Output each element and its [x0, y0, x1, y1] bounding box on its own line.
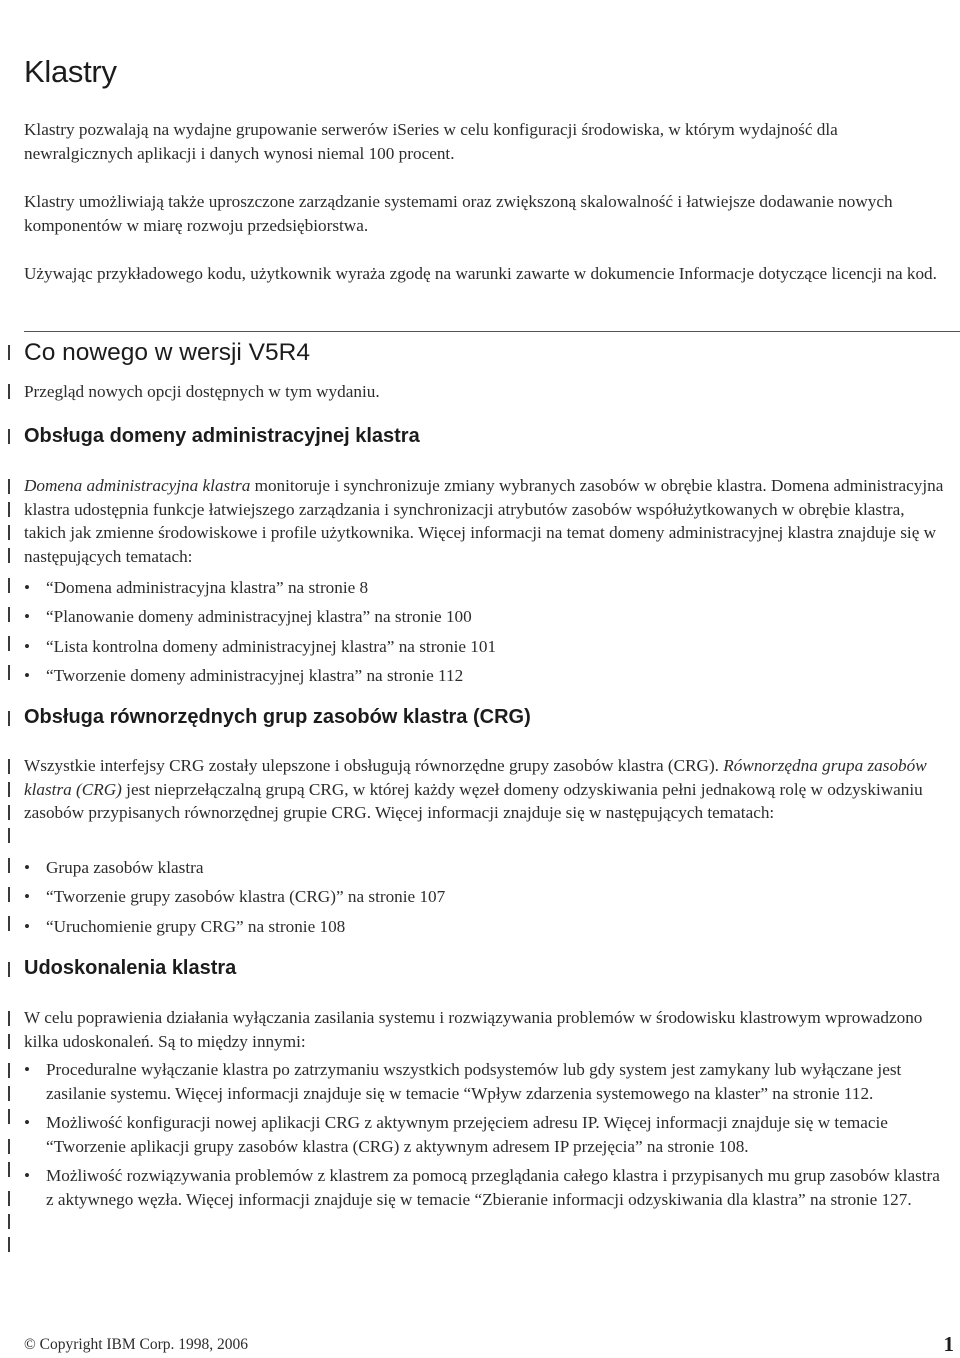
list-item[interactable]: [24, 882, 950, 911]
change-bar: [8, 1214, 10, 1229]
list-item[interactable]: [24, 853, 950, 882]
crg-term: Równorzędna grupa zasobów klastra (CRG): [24, 756, 927, 799]
list-item-text: Grupa zasobów klastra: [46, 858, 204, 877]
list-item-text: “Tworzenie grupy zasobów klastra (CRG)” na stronie 107: [46, 887, 446, 907]
change-bar: [8, 759, 10, 774]
change-bar: [8, 345, 10, 360]
change-bar: [8, 1086, 10, 1101]
list-item-text: Możliwość rozwiązywania problemów z klastrem za pomocą przeglądania całego klastra i przypisanych mu grup zasobów klastra z aktywnego węzła. Więcej informacji znajduje się w temacie “Zbieranie informacji odzyskiwania dla klastra” na stronie 127.: [46, 1166, 940, 1209]
change-bar: [8, 429, 10, 444]
bullet: •: [24, 1060, 31, 1079]
crg-paragraph: [24, 754, 950, 825]
list-item-text: “Uruchomienie grupy CRG” na stronie 108: [46, 916, 346, 936]
change-bar: [8, 782, 10, 797]
whats-new-text: Przegląd nowych opcji dostępnych w tym wydaniu.: [24, 382, 380, 401]
bullet: •: [24, 887, 31, 907]
section-divider: [24, 331, 960, 332]
change-bar: [8, 1139, 10, 1154]
change-bar: [8, 665, 10, 680]
whats-new-heading: Co nowego w wersji V5R4: [24, 339, 310, 366]
improvements-heading: Udoskonalenia klastra: [24, 957, 237, 979]
change-bar: [8, 858, 10, 873]
change-bar: [8, 805, 10, 820]
list-item[interactable]: [24, 661, 950, 690]
domain-text: monitoruje i synchronizuje zmiany wybranych zasobów w obrębie klastra. Domena administracyjna klastra udostępnia funkcje łatwiejszego zarządzania i synchronizacji atrybutów zasobów współużytkowanych w obrębie klastra, takich jak zmienne środowiskowe i profile użytkownika. Więcej informacji na temat domeny administracyjnej klastra znajduje się w następujących tematach:: [24, 476, 944, 566]
improvements-list: [24, 1058, 950, 1212]
list-item-text: “Planowanie domeny administracyjnej klastra” na stronie 100: [46, 607, 472, 627]
change-bar: [8, 548, 10, 563]
change-bar: [8, 1162, 10, 1177]
domain-paragraph: [24, 474, 950, 568]
list-item[interactable]: [24, 632, 950, 661]
list-item[interactable]: [24, 602, 950, 631]
intro-paragraph-3: Używając przykładowego kodu, użytkownik wyraża zgodę na warunki zawarte w dokumencie Informacje dotyczące licencji na kod.: [24, 264, 937, 283]
change-bar: [8, 1063, 10, 1078]
change-bar: [8, 1237, 10, 1252]
change-bar: [8, 916, 10, 931]
improvements-paragraph: W celu poprawienia działania wyłączania zasilania systemu i rozwiązywania problemów w środowisku klastrowym wprowadzono kilka udoskonaleń. Są to między innymi:: [24, 1008, 923, 1051]
change-bar: [8, 711, 10, 726]
crg-heading: Obsługa równorzędnych grup zasobów klastra (CRG): [24, 706, 531, 728]
intro-paragraph-2: Klastry umożliwiają także uproszczone zarządzanie systemami oraz zwiększoną skalowalność i łatwiejsze dodawanie nowych komponentów w miarę rozwoju przedsiębiorstwa.: [24, 192, 893, 235]
bullet: •: [24, 1113, 31, 1133]
domain-term: Domena administracyjna klastra: [24, 476, 251, 495]
list-item[interactable]: [24, 573, 950, 602]
list-item-text: Możliwość konfiguracji nowej aplikacji CRG z aktywnym przejęciem adresu IP. Więcej informacji znajduje się w temacie “Tworzenie aplikacji grupy zasobów klastra (CRG) z aktywnym adresem IP przejęcia” na stronie 108.: [46, 1113, 888, 1156]
crg-text-a: Wszystkie interfejsy CRG zostały ulepszone i obsługują równorzędne grupy zasobów klastra (CRG).: [24, 756, 724, 775]
change-bar: [8, 479, 10, 494]
change-bar: [8, 607, 10, 622]
change-bar: [8, 384, 10, 399]
list-item: [24, 1111, 950, 1158]
list-item-text: “Tworzenie domeny administracyjnej klastra” na stronie 112: [46, 665, 464, 685]
bullet: •: [24, 1166, 31, 1186]
change-bar: [8, 962, 10, 977]
change-bar: [8, 828, 10, 843]
intro-paragraph-1: Klastry pozwalają na wydajne grupowanie serwerów iSeries w celu konfiguracji środowiska, w którym wydajność dla newralgicznych aplikacji i danych wynosi niemal 100 procent.: [24, 120, 838, 163]
crg-text-b: jest nieprzełączalną grupą CRG, w której każdy węzeł domeny odzyskiwania pełni jednakową rolę w odzyskiwaniu zasobów przypisanych równorzędnej grupie CRG. Więcej informacji znajduje się w następujących tematach:: [24, 779, 923, 823]
bullet: •: [24, 636, 31, 656]
bullet: •: [24, 916, 31, 936]
list-item-text: “Lista kontrolna domeny administracyjnej klastra” na stronie 101: [46, 636, 497, 656]
bullet: •: [24, 578, 31, 597]
bullet: •: [24, 665, 31, 685]
change-bar: [8, 1034, 10, 1049]
list-item: [24, 1058, 950, 1105]
change-bar: [8, 1109, 10, 1124]
domain-heading: Obsługa domeny administracyjnej klastra: [24, 425, 420, 447]
page-title: Klastry: [24, 54, 117, 89]
change-bar: [8, 887, 10, 902]
list-item[interactable]: [24, 912, 950, 941]
list-item-text: Proceduralne wyłączanie klastra po zatrzymaniu wszystkich podsystemów lub gdy system jest zamykany lub wyłączane jest zasilanie systemu. Więcej informacji znajduje się w temacie “Wpływ zdarzenia systemowego na klaster” na stronie 112.: [46, 1060, 902, 1103]
page-number: 1: [943, 1332, 954, 1356]
change-bar: [8, 1191, 10, 1206]
domain-topic-list: [24, 573, 950, 690]
change-bar: [8, 1011, 10, 1026]
change-bar: [8, 502, 10, 517]
list-item-text: “Domena administracyjna klastra” na stronie 8: [46, 578, 369, 597]
list-item: [24, 1164, 950, 1211]
bullet: •: [24, 858, 31, 877]
copyright-footer: © Copyright IBM Corp. 1998, 2006: [24, 1336, 249, 1353]
change-bar: [8, 636, 10, 651]
change-bar: [8, 578, 10, 593]
crg-topic-list: [24, 853, 950, 941]
bullet: •: [24, 607, 31, 627]
change-bar: [8, 525, 10, 540]
